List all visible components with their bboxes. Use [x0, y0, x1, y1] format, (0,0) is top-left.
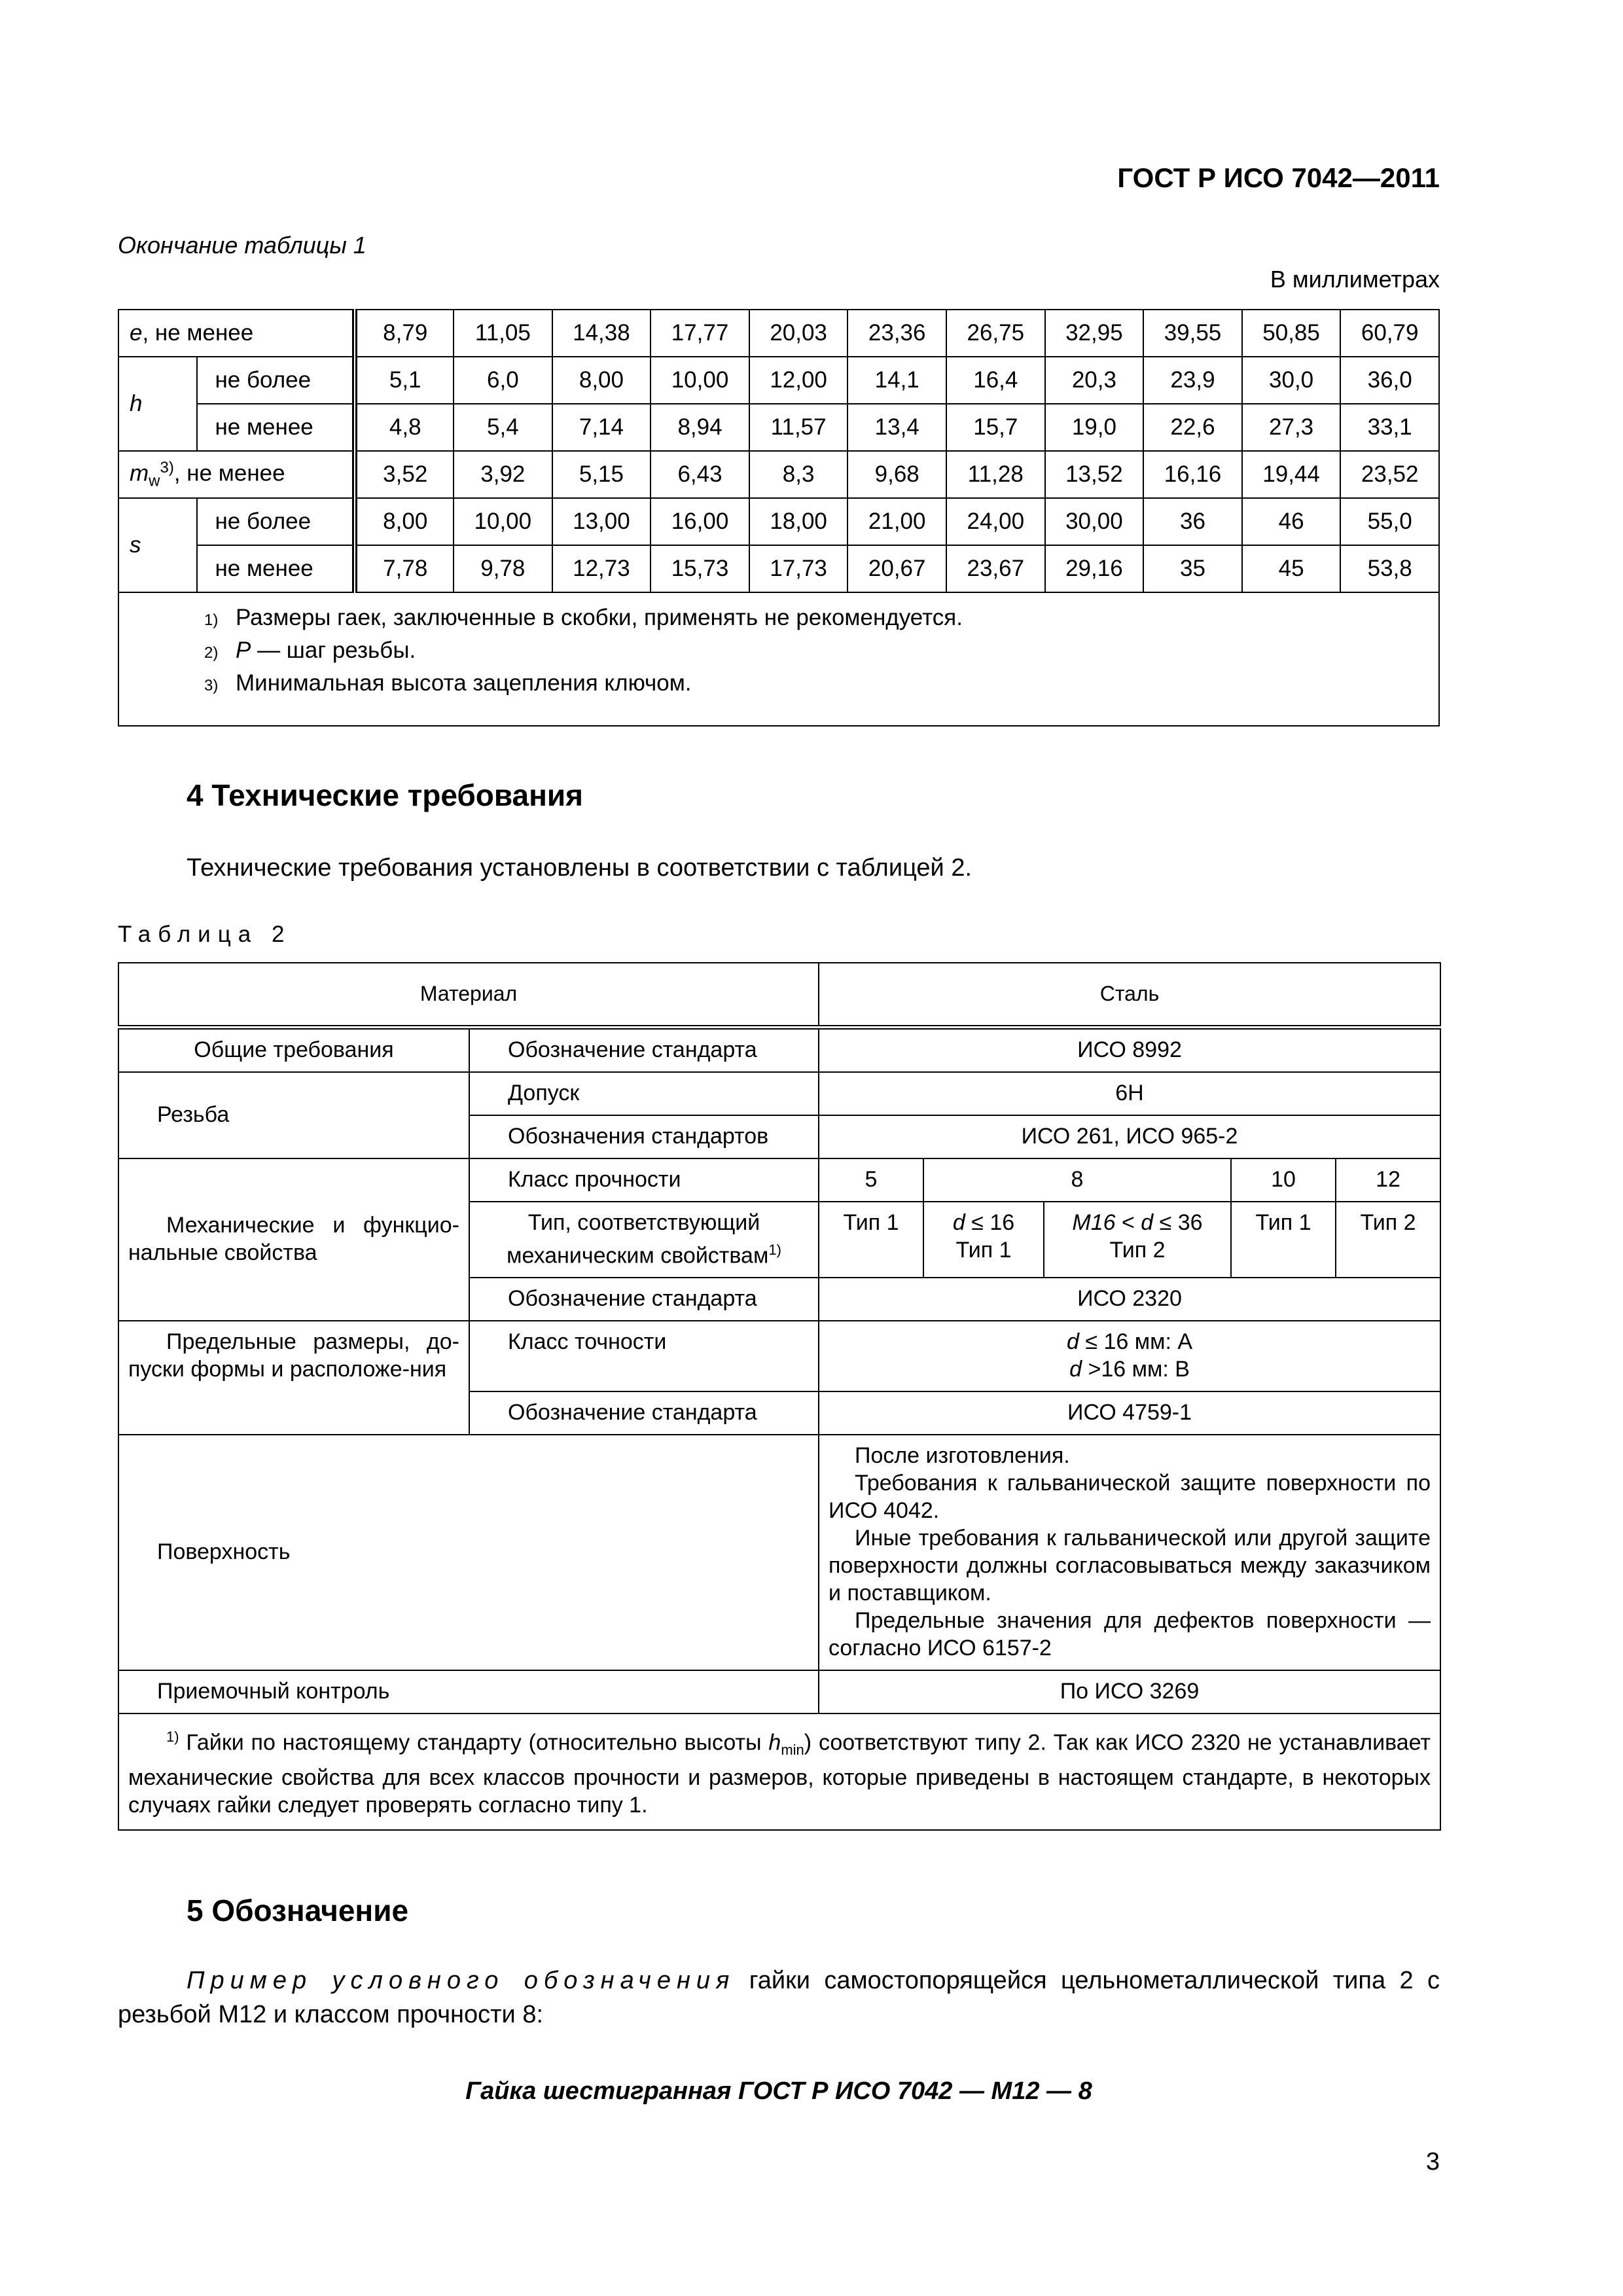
table2-footnote-row	[118, 1713, 1440, 1830]
table-row-mw	[118, 451, 1439, 498]
table-cell: 13,00	[552, 498, 651, 545]
table-cell: 23,9	[1143, 357, 1242, 404]
section-4-title: 4 Технические требования	[187, 778, 583, 812]
table-cell: 8,94	[651, 404, 749, 451]
table-cell: 20,3	[1045, 357, 1144, 404]
row-label-mw: $m_w^{3)}$, не менее	[118, 451, 355, 498]
table-cell: 30,00	[1045, 498, 1144, 545]
section-4-text: Технические требования установлены в соответствии с таблицей 2.	[187, 854, 972, 882]
table-cell: 45	[1242, 545, 1341, 592]
limits-std-value: ИСО 4759-1	[819, 1391, 1440, 1435]
table-row-s-min	[118, 545, 1439, 592]
table-row-s-max	[118, 498, 1439, 545]
table-cell: 4,8	[355, 404, 454, 451]
strength-class-5: 5	[819, 1158, 923, 1202]
table-row-h-min	[118, 404, 1439, 451]
table-cell: 11,28	[946, 451, 1045, 498]
general-std-label: Обозначение стандарта	[469, 1028, 819, 1073]
type-class-8-small: d ≤ 16 Тип 1	[923, 1202, 1044, 1278]
table-cell: 5,1	[355, 357, 454, 404]
mechanical-properties-label: Механические и функцио-нальные свойства	[118, 1158, 469, 1321]
table-row-h-max	[118, 357, 1439, 404]
table-cell: 7,78	[355, 545, 454, 592]
table-cell: 33,1	[1340, 404, 1439, 451]
table-cell: 16,00	[651, 498, 749, 545]
type-class-10: Тип 1	[1231, 1202, 1336, 1278]
table-row-accuracy	[118, 1321, 1440, 1391]
table-cell: 3,92	[454, 451, 552, 498]
table-cell: 16,4	[946, 357, 1045, 404]
table-cell: 22,6	[1143, 404, 1242, 451]
table-row-e	[118, 310, 1439, 357]
table2-header-row	[118, 963, 1440, 1028]
table-cell: 8,00	[355, 498, 454, 545]
type-class-8-large: M16 < d ≤ 36 Тип 2	[1044, 1202, 1231, 1278]
designation-example: Гайка шестигранная ГОСТ Р ИСО 7042 — M12 — 8	[465, 2077, 1092, 2105]
table-cell: 15,7	[946, 404, 1045, 451]
table-cell: 13,52	[1045, 451, 1144, 498]
footnote-3: 3) Минимальная высота зацепления ключом.	[204, 670, 692, 696]
table-cell: 11,05	[454, 310, 552, 357]
table-cell: 23,36	[847, 310, 946, 357]
table-cell: 9,68	[847, 451, 946, 498]
table2-label: Таблица 2	[118, 922, 292, 947]
table1-units: В миллиметрах	[1270, 266, 1440, 293]
table-cell: 26,75	[946, 310, 1045, 357]
page-number: 3	[1425, 2148, 1440, 2176]
table-row-acceptance	[118, 1670, 1440, 1713]
table-cell: 5,15	[552, 451, 651, 498]
table-cell: 12,00	[749, 357, 848, 404]
mech-std-value: ИСО 2320	[819, 1278, 1440, 1321]
table-cell: 6,43	[651, 451, 749, 498]
surface-label: Поверхность	[118, 1435, 819, 1670]
table-cell: 10,00	[651, 357, 749, 404]
accuracy-class-value: d ≤ 16 мм: A d >16 мм: B	[819, 1321, 1440, 1391]
table-cell: 23,52	[1340, 451, 1439, 498]
header-steel: Сталь	[819, 963, 1440, 1028]
row-label-h: h	[118, 357, 197, 451]
table-cell: 55,0	[1340, 498, 1439, 545]
table-cell: 23,67	[946, 545, 1045, 592]
table-cell: 20,03	[749, 310, 848, 357]
general-requirements-label: Общие требования	[118, 1028, 469, 1073]
table-row-surface	[118, 1435, 1440, 1670]
table-cell: 18,00	[749, 498, 848, 545]
row-label-e: e, не менее	[118, 310, 355, 357]
row-sublabel-s-min: не менее	[197, 545, 355, 592]
table-row-strength-class	[118, 1158, 1440, 1202]
table-cell: 8,79	[355, 310, 454, 357]
table-cell: 3,52	[355, 451, 454, 498]
row-label-s: s	[118, 498, 197, 592]
table-cell: 36	[1143, 498, 1242, 545]
table2-footnote: $^{1)}$ Гайки по настоящему стандарту (относительно высоты $h_{min}$) соответствуют типу 2. Так как ИСО 2320 не устанавливает механические свойства для всех классов прочности и размеров, которые приведены в настоящем стандарте, в некоторых случаях гайки следует проверять согласно типу 1.	[118, 1713, 1440, 1830]
thread-tolerance-label: Допуск	[469, 1072, 819, 1115]
mech-std-label: Обозначение стандарта	[469, 1278, 819, 1321]
table-cell: 10,00	[454, 498, 552, 545]
row-sublabel-h-max: не более	[197, 357, 355, 404]
type-label: Тип, соответствующий механическим свойствам$^{1)}$	[469, 1202, 819, 1278]
table-cell: 35	[1143, 545, 1242, 592]
table-cell: 11,57	[749, 404, 848, 451]
table-cell: 15,73	[651, 545, 749, 592]
table-cell: 39,55	[1143, 310, 1242, 357]
strength-class-12: 12	[1336, 1158, 1440, 1202]
accuracy-class-label: Класс точности	[469, 1321, 819, 1391]
row-sublabel-s-max: не более	[197, 498, 355, 545]
table-cell: 36,0	[1340, 357, 1439, 404]
thread-label: Резьба	[118, 1072, 469, 1158]
table-cell: 7,14	[552, 404, 651, 451]
general-std-value: ИСО 8992	[819, 1028, 1440, 1073]
table-cell: 24,00	[946, 498, 1045, 545]
table-cell: 9,78	[454, 545, 552, 592]
table-cell: 17,73	[749, 545, 848, 592]
table-cell: 19,0	[1045, 404, 1144, 451]
thread-tolerance-value: 6H	[819, 1072, 1440, 1115]
table1-footnotes	[118, 592, 1439, 726]
table-cell: 8,00	[552, 357, 651, 404]
acceptance-label: Приемочный контроль	[118, 1670, 819, 1713]
table-cell: 60,79	[1340, 310, 1439, 357]
surface-value: После изготовления. Требования к гальванической защите поверхности по ИСО 4042. Иные требования к гальванической или другой защите поверхности должны согласовываться между заказчиком и поставщиком. Предельные значения для дефектов поверхности — согласно ИСО 6157-2	[819, 1435, 1440, 1670]
section-5-title: 5 Обозначение	[187, 1893, 409, 1928]
table-cell: 8,3	[749, 451, 848, 498]
table-cell: 17,77	[651, 310, 749, 357]
strength-class-label: Класс прочности	[469, 1158, 819, 1202]
table-cell: 5,4	[454, 404, 552, 451]
table1	[118, 309, 1440, 726]
table-cell: 29,16	[1045, 545, 1144, 592]
table-cell: 46	[1242, 498, 1341, 545]
table-cell: 13,4	[847, 404, 946, 451]
table-cell: 30,0	[1242, 357, 1341, 404]
table2	[118, 962, 1441, 1831]
limits-label: Предельные размеры, до-пуски формы и расположе-ния	[118, 1321, 469, 1435]
table-cell: 14,38	[552, 310, 651, 357]
table-cell: 53,8	[1340, 545, 1439, 592]
type-class-5: Тип 1	[819, 1202, 923, 1278]
header-material: Материал	[118, 963, 819, 1028]
type-class-12: Тип 2	[1336, 1202, 1440, 1278]
table-cell: 14,1	[847, 357, 946, 404]
strength-class-8: 8	[923, 1158, 1231, 1202]
table1-continuation-label: Окончание таблицы 1	[118, 232, 366, 259]
table-cell: 27,3	[1242, 404, 1341, 451]
table-cell: 20,67	[847, 545, 946, 592]
row-sublabel-h-min: не менее	[197, 404, 355, 451]
footnote-1: 1) Размеры гаек, заключенные в скобки, применять не рекомендуется.	[204, 605, 963, 630]
table-cell: 21,00	[847, 498, 946, 545]
thread-std-label: Обозначения стандартов	[469, 1115, 819, 1158]
table-cell: 19,44	[1242, 451, 1341, 498]
table-cell: 50,85	[1242, 310, 1341, 357]
table1-footnotes-row	[118, 592, 1439, 726]
acceptance-value: По ИСО 3269	[819, 1670, 1440, 1713]
table-cell: 32,95	[1045, 310, 1144, 357]
table-row-general	[118, 1028, 1440, 1073]
standard-header: ГОСТ Р ИСО 7042—2011	[1117, 162, 1440, 193]
section-5-text: Пример условного обозначения гайки самостопорящейся цельнометаллической типа 2 с резьбой M12 и классом прочности 8:	[118, 1967, 1440, 2028]
limits-std-label: Обозначение стандарта	[469, 1391, 819, 1435]
thread-std-value: ИСО 261, ИСО 965-2	[819, 1115, 1440, 1158]
table-cell: 6,0	[454, 357, 552, 404]
footnote-2: 2) P — шаг резьбы.	[204, 637, 416, 663]
table-cell: 12,73	[552, 545, 651, 592]
table-cell: 16,16	[1143, 451, 1242, 498]
strength-class-10: 10	[1231, 1158, 1336, 1202]
table-row-thread-tolerance	[118, 1072, 1440, 1115]
